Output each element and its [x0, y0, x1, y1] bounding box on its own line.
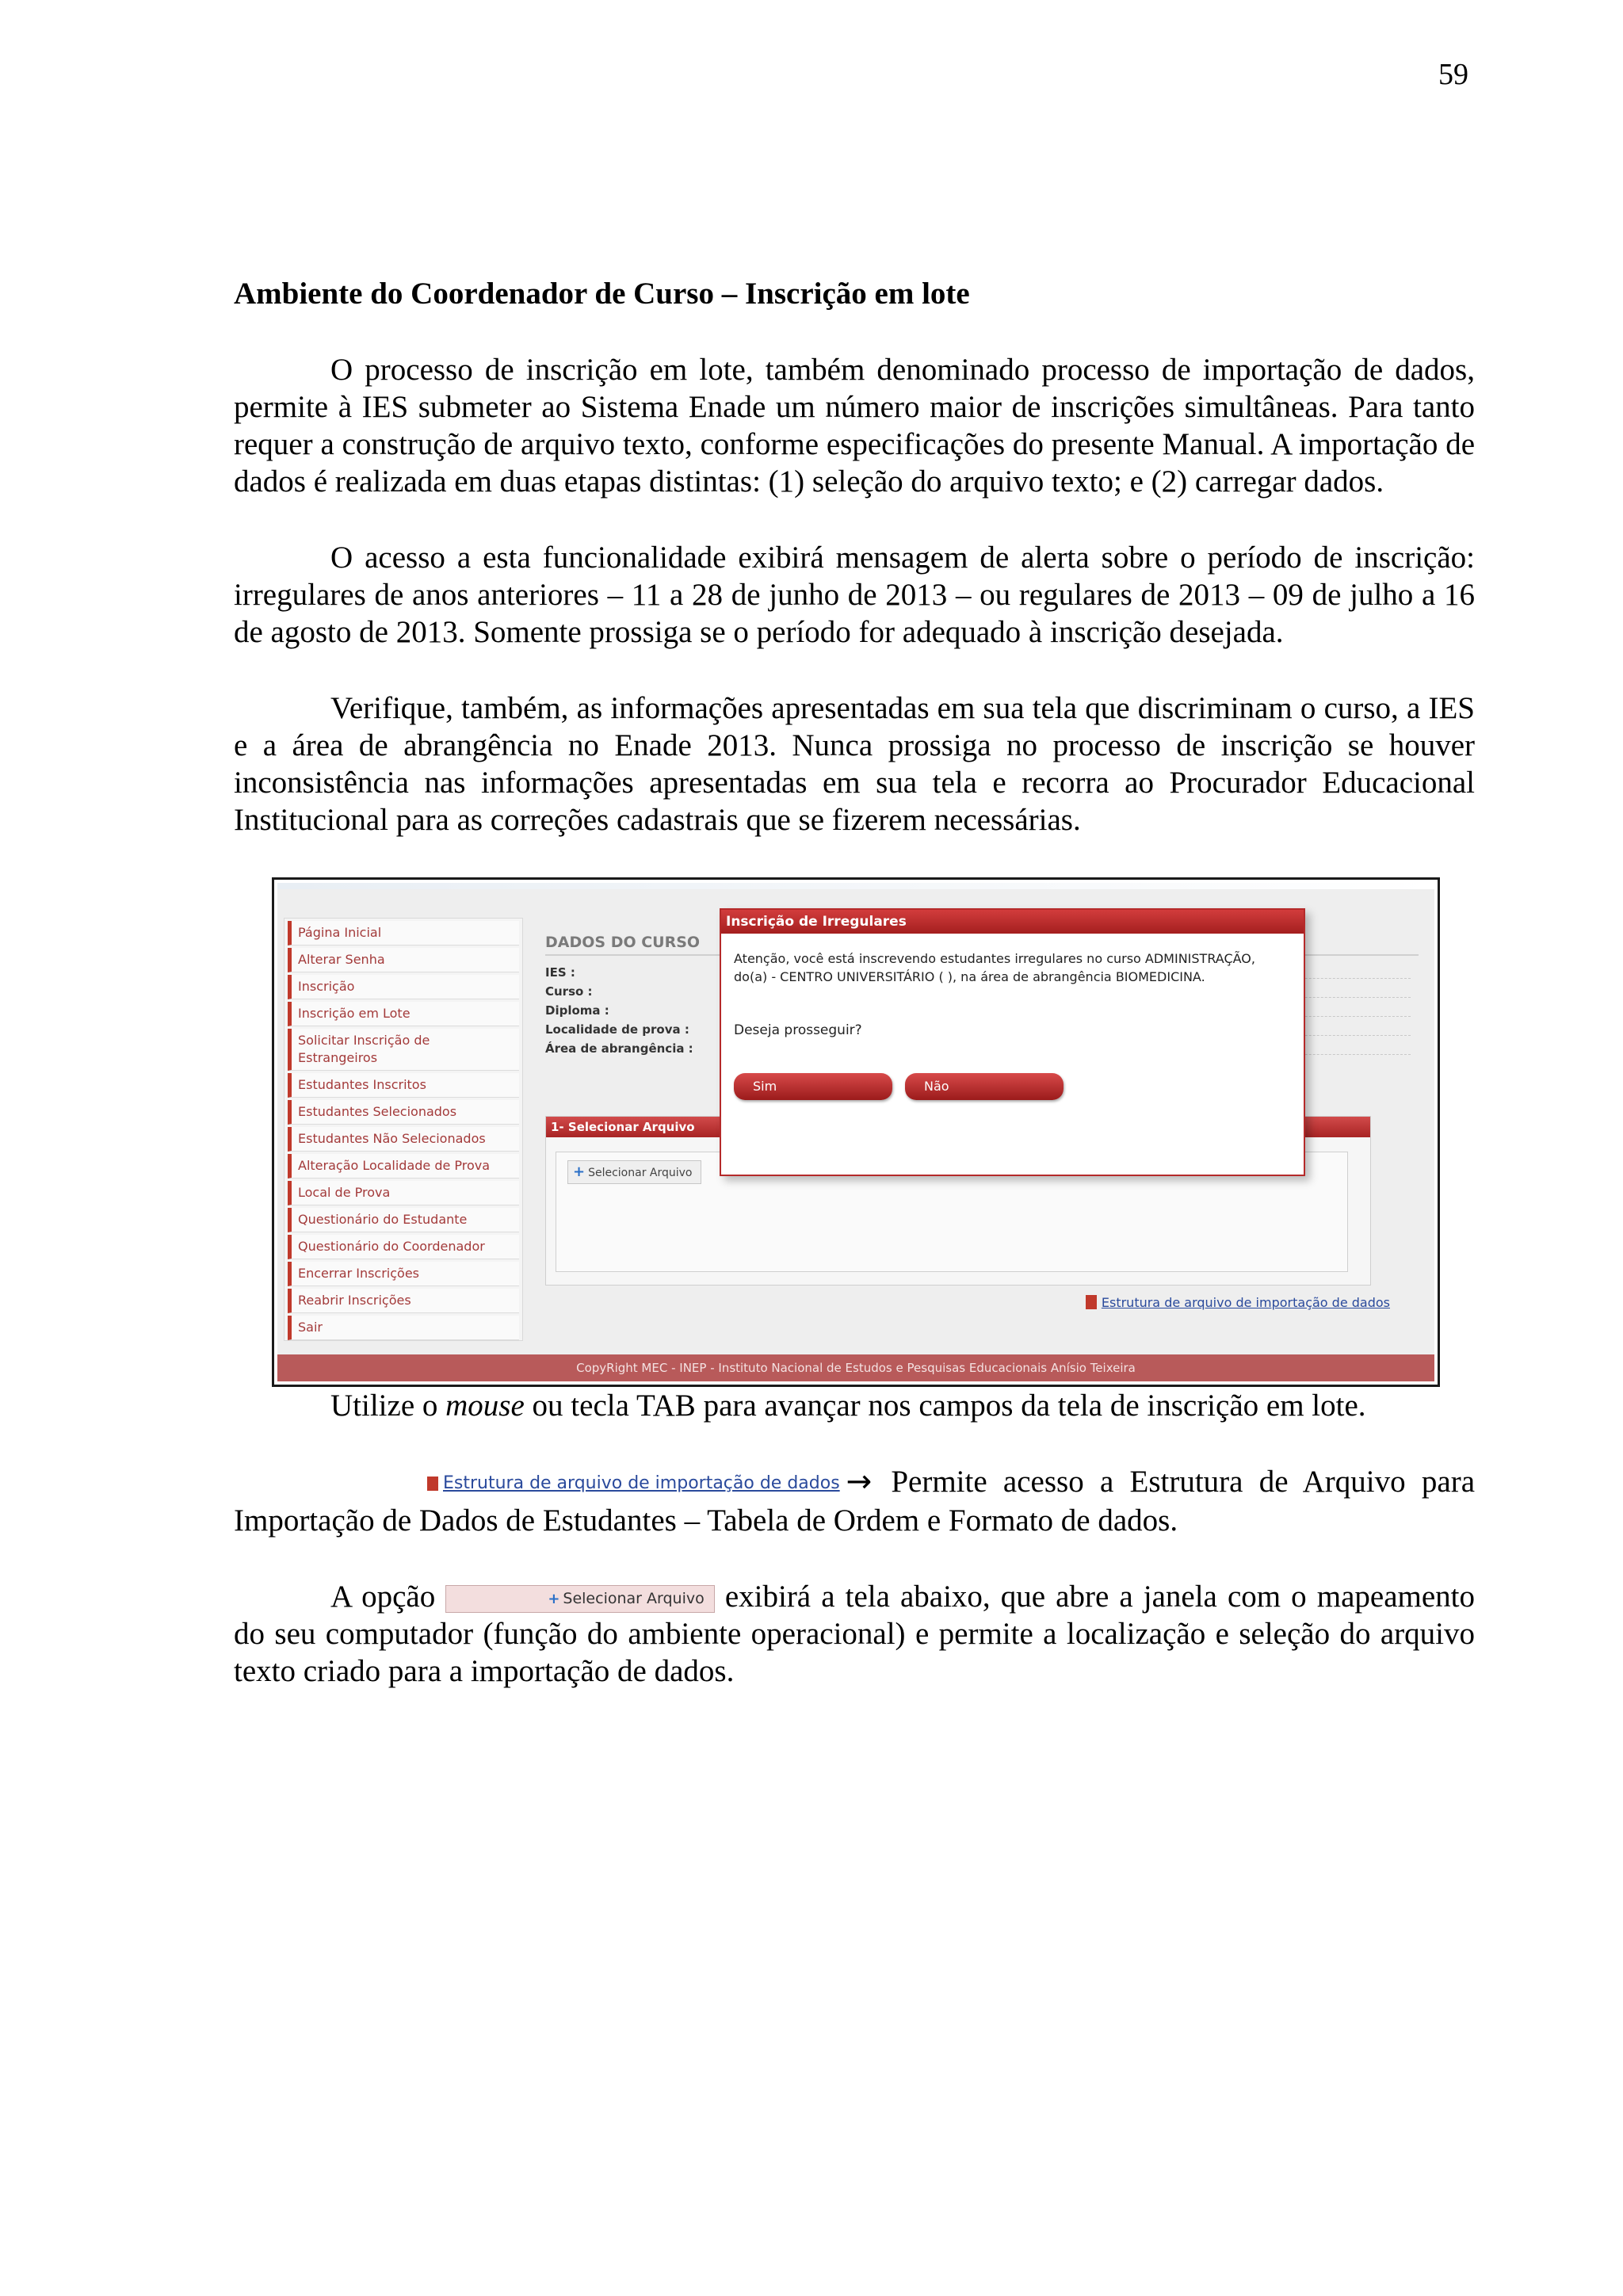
label-diploma: Diploma :: [545, 1003, 609, 1018]
select-file-panel-title: 1- Selecionar Arquivo: [546, 1117, 1370, 1137]
page-number: 59: [1438, 58, 1468, 91]
paragraph-4: [234, 1387, 1475, 1424]
sidebar-item-inscricao[interactable]: Inscrição: [288, 975, 519, 999]
top-strip: [277, 883, 1434, 889]
sidebar-item-reabrir-inscricoes[interactable]: Reabrir Inscrições: [288, 1289, 519, 1313]
paragraph-2: O acesso a esta funcionalidade exibirá mensagem de alerta sobre o período de inscrição: irregulares de anos anteriores – 11 a 28 de junho de 2013 – ou regulares de 2013 – 09 de julho a 16 de agosto de 2013. Somente prossiga se o período for adequado à inscrição desejada.: [234, 540, 1475, 649]
sidebar-item-alterar-senha[interactable]: Alterar Senha: [288, 948, 519, 972]
dados-do-curso-title: DADOS DO CURSO: [545, 933, 701, 951]
dialog-title: Inscrição de Irregulares: [721, 910, 1304, 934]
select-file-inline-label: Selecionar Arquivo: [563, 1589, 705, 1607]
no-button[interactable]: Não: [905, 1073, 1064, 1100]
sidebar-item-estudantes-inscritos[interactable]: Estudantes Inscritos: [288, 1073, 519, 1098]
paragraph-1: O processo de inscrição em lote, também denominado processo de importação de dados, permite à IES submeter ao Sistema Enade um número maior de inscrições simultâneas. Para tanto requer a construção de arquivo texto, conforme especificações do presente Manual. A importação de dados é realizada em duas etapas distintas: (1) seleção do arquivo texto; e (2) carregar dados.: [234, 352, 1475, 499]
label-localidade: Localidade de prova :: [545, 1022, 689, 1037]
sidebar-item-estrangeiros[interactable]: Solicitar Inscrição de Estrangeiros: [288, 1029, 519, 1071]
sidebar-item-alteracao-localidade[interactable]: Alteração Localidade de Prova: [288, 1154, 519, 1179]
sidebar-item-sair[interactable]: Sair: [288, 1316, 519, 1340]
footer-bar: CopyRight MEC - INEP - Instituto Nacional de Estudos e Pesquisas Educacionais Anísio Teixeira: [277, 1354, 1434, 1381]
structure-link-label: Estrutura de arquivo de importação de dados: [1101, 1294, 1390, 1310]
paragraph-4-post: ou tecla TAB para avançar nos campos da tela de inscrição em lote.: [524, 1388, 1366, 1423]
arrow-right-icon: →: [846, 1463, 873, 1499]
app-window: [277, 883, 1434, 1381]
paragraph-6-pre: A opção: [330, 1579, 436, 1614]
paragraph-6-post: exibirá a tela abaixo, que abre a janela com o mapeamento do seu computador (função do ambiente operacional) e permite a localização e seleção do arquivo texto criado para a importação de dados.: [234, 1579, 1476, 1688]
sidebar-item-questionario-estudante[interactable]: Questionário do Estudante: [288, 1208, 519, 1232]
paragraph-4-pre: Utilize o: [330, 1388, 446, 1423]
irregulares-dialog: [720, 908, 1305, 1176]
paragraph-5: [234, 1463, 1475, 1539]
label-curso: Curso :: [545, 984, 593, 999]
paragraph-6: [234, 1578, 1475, 1690]
sidebar-menu: [284, 918, 523, 1341]
plus-icon: +: [573, 1163, 586, 1180]
sidebar-item-estudantes-selecionados[interactable]: Estudantes Selecionados: [288, 1100, 519, 1125]
structure-inline-link[interactable]: [330, 1465, 840, 1502]
sidebar-item-local-de-prova[interactable]: Local de Prova: [288, 1181, 519, 1205]
dialog-question: Deseja prosseguir?: [734, 1022, 862, 1038]
select-file-button-label: Selecionar Arquivo: [588, 1166, 693, 1179]
select-file-inline-button[interactable]: [445, 1585, 714, 1613]
sidebar-item-inscricao-em-lote[interactable]: Inscrição em Lote: [288, 1002, 519, 1026]
structure-link[interactable]: [1086, 1295, 1390, 1310]
sidebar-item-questionario-coordenador[interactable]: Questionário do Coordenador: [288, 1235, 519, 1259]
paragraph-5-text: Permite acesso a Estrutura de Arquivo para Importação de Dados de Estudantes – Tabela de Ordem e Formato de dados.: [234, 1464, 1475, 1538]
paragraph-4-em: mouse: [445, 1388, 525, 1423]
sidebar-item-encerrar-inscricoes[interactable]: Encerrar Inscrições: [288, 1262, 519, 1286]
structure-inline-link-label: Estrutura de arquivo de importação de dados: [443, 1473, 840, 1493]
yes-button[interactable]: Sim: [734, 1073, 892, 1100]
paragraph-3: Verifique, também, as informações apresentadas em sua tela que discriminam o curso, a IES e a área de abrangência no Enade 2013. Nunca prossiga no processo de inscrição se houver inconsistência nas informações apresentadas em sua tela e recorra ao Procurador Educacional Institucional para as correções cadastrais que se fizerem necessárias.: [234, 690, 1475, 837]
app-screenshot: [272, 877, 1440, 1387]
select-file-button[interactable]: [567, 1160, 701, 1184]
label-area: Área de abrangência :: [545, 1041, 693, 1056]
sidebar-item-pagina-inicial[interactable]: Página Inicial: [288, 921, 519, 946]
section-heading: Ambiente do Coordenador de Curso – Inscrição em lote: [234, 277, 970, 311]
plus-icon: +: [548, 1590, 560, 1607]
pdf-icon: [1086, 1295, 1097, 1309]
dialog-message: Atenção, você está inscrevendo estudantes irregulares no curso ADMINISTRAÇÃO, do(a) - CENTRO UNIVERSITÁRIO ( ), na área de abrangência BIOMEDICINA.: [734, 950, 1255, 984]
document-body: [234, 276, 1475, 1729]
pdf-icon: [427, 1477, 438, 1491]
label-ies: IES :: [545, 965, 575, 980]
sidebar-item-estudantes-nao-selecionados[interactable]: Estudantes Não Selecionados: [288, 1127, 519, 1152]
